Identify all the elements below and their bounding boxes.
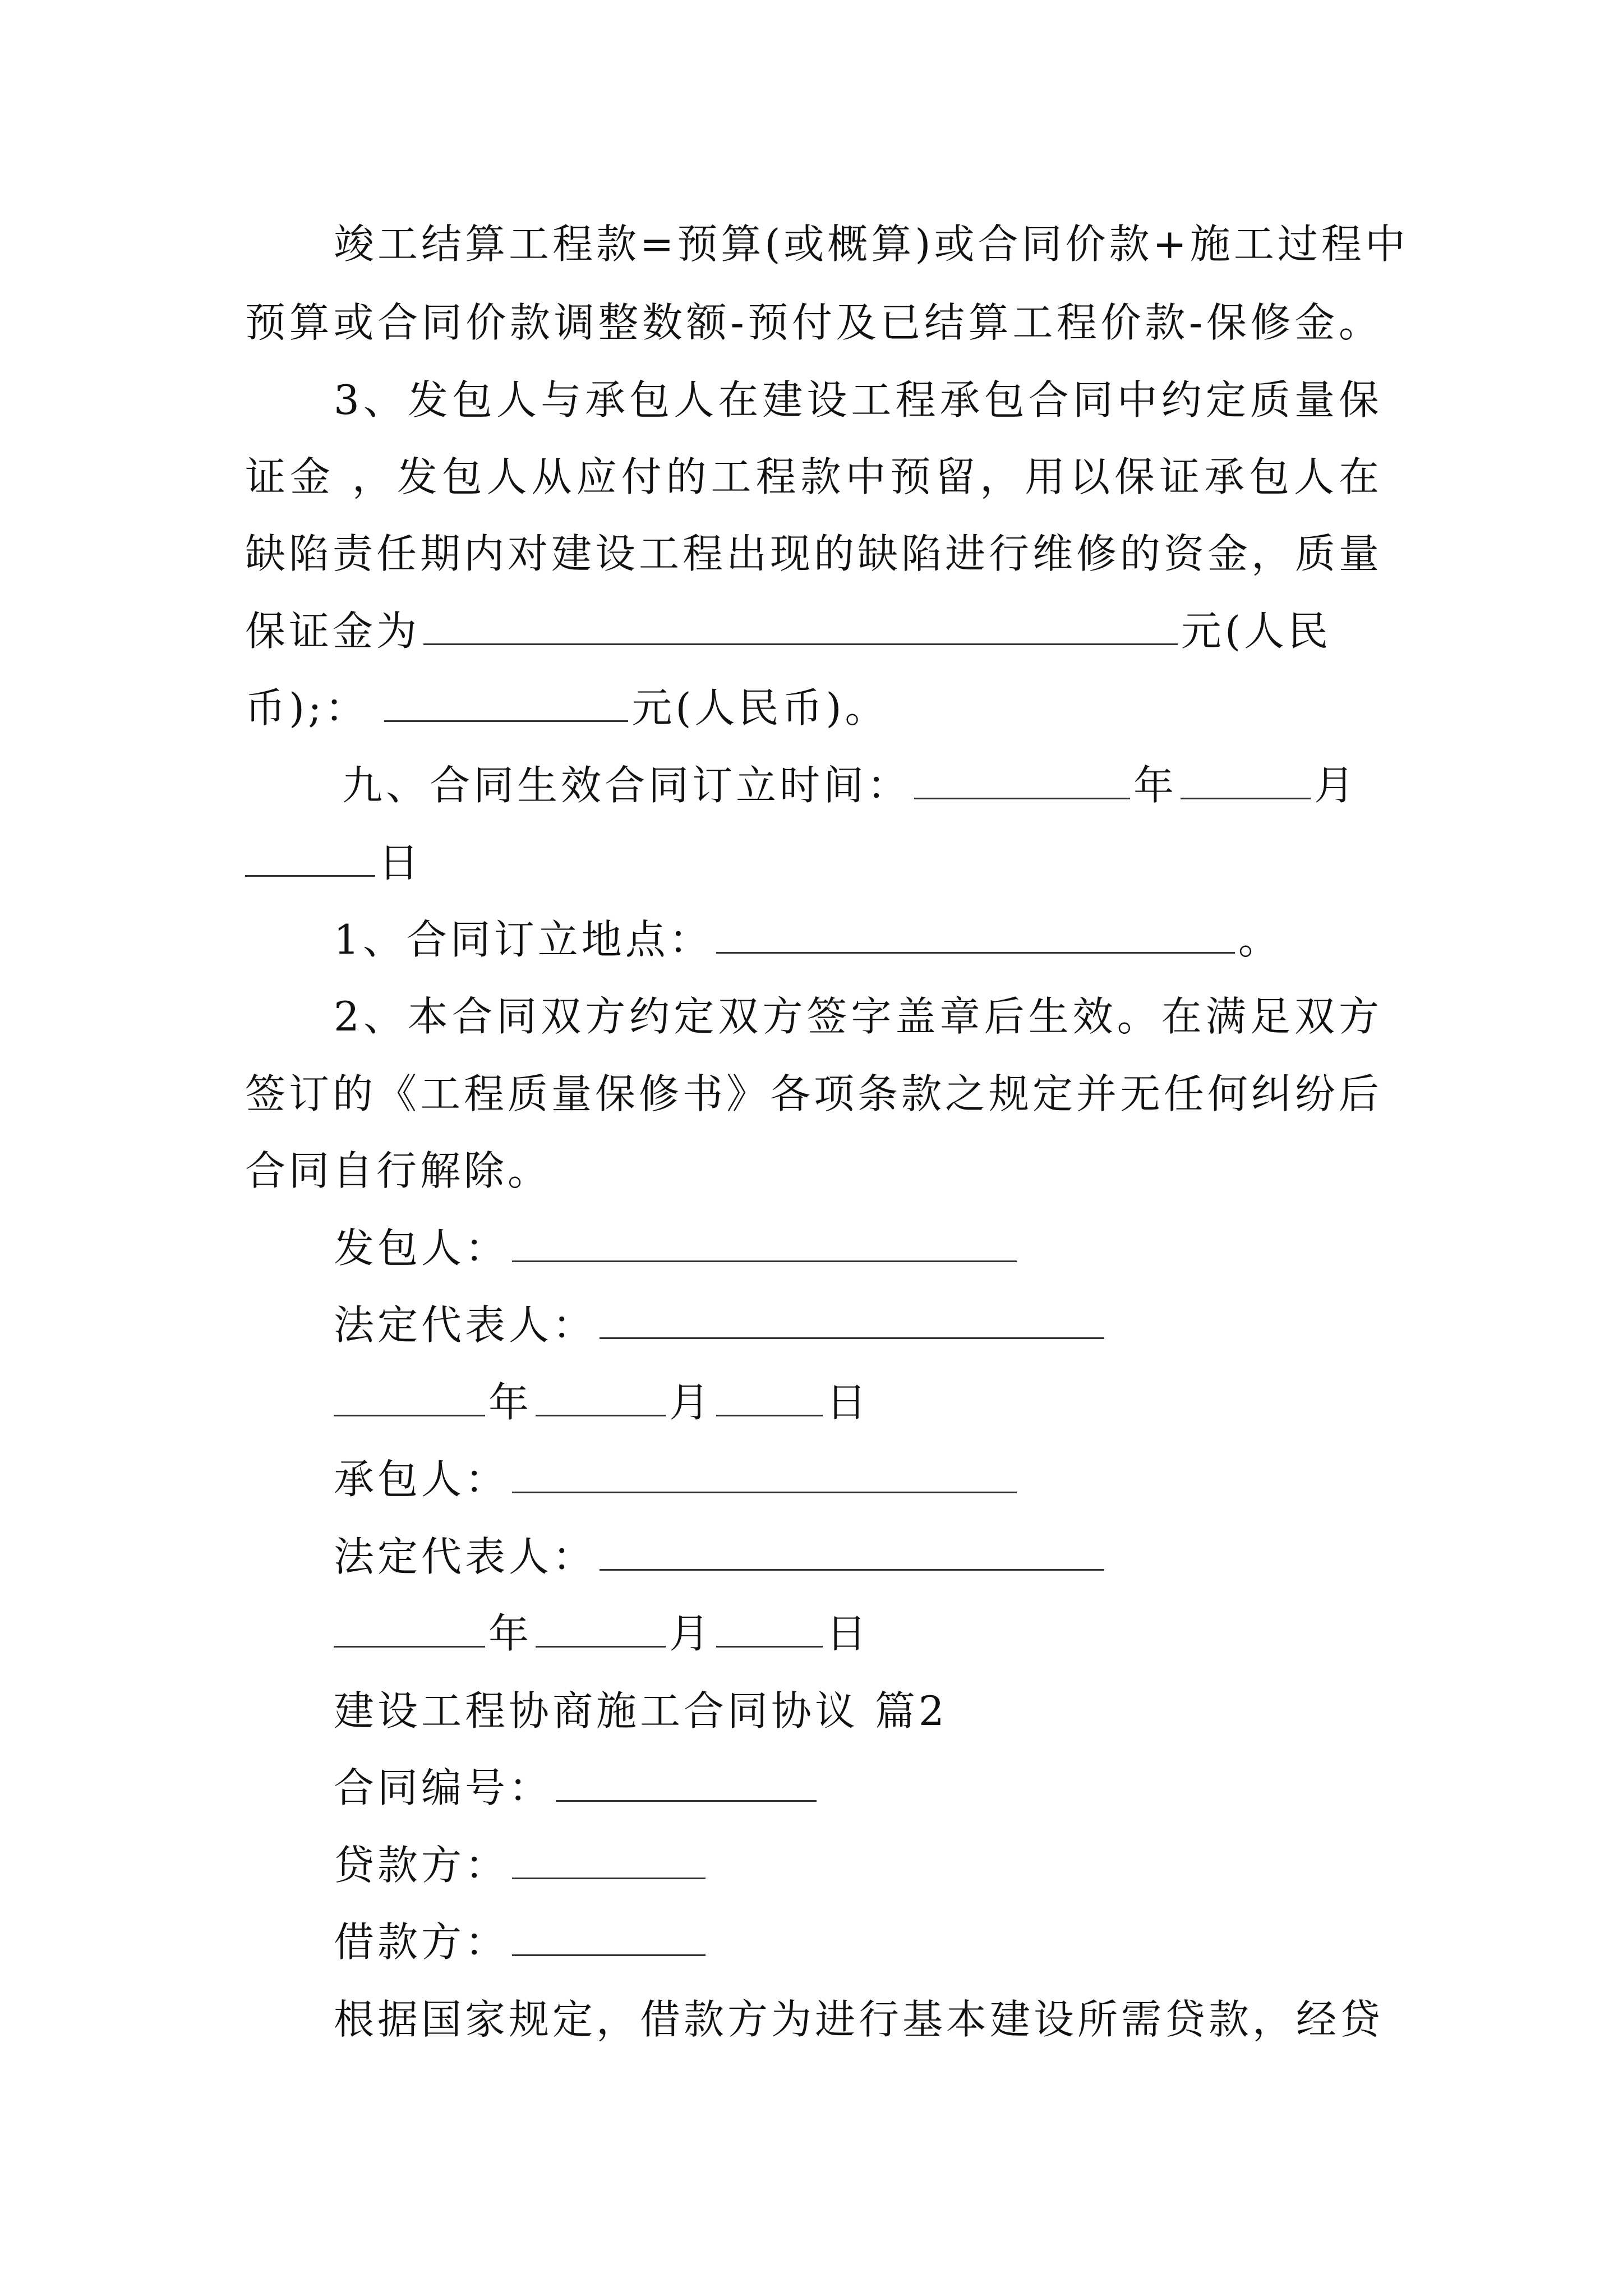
currency-label-2: 元(人民币)。	[631, 684, 889, 731]
month-blank	[536, 1378, 666, 1416]
year-label: 年	[488, 1610, 533, 1657]
month-label: 月	[1314, 762, 1358, 809]
paragraph-line: 缺陷责任期内对建设工程出现的缺陷进行维修的资金，质量	[245, 530, 1383, 577]
day-blank	[716, 1378, 823, 1416]
lender-blank	[512, 1841, 706, 1879]
year-label: 年	[1133, 762, 1178, 809]
signing-place-line	[334, 912, 1282, 968]
date-line-1	[334, 1374, 870, 1430]
contractor-label: 承包人：	[334, 1456, 509, 1503]
date-line-2	[334, 1605, 870, 1662]
legal-rep-blank	[600, 1300, 1104, 1339]
contractor-signature-line	[334, 1451, 1020, 1507]
lender-line	[334, 1837, 709, 1893]
paragraph-line: 根据国家规定，借款方为进行基本建设所需贷款，经贷	[334, 1996, 1384, 2043]
month-blank	[536, 1609, 666, 1648]
section-title: 建设工程协商施工合同协议 篇2	[334, 1687, 948, 1734]
paragraph-line: 证金 ，发包人从应付的工程款中预留，用以保证承包人在	[245, 453, 1382, 500]
section-nine-day-line	[245, 835, 422, 891]
signing-place-label: 1、合同订立地点：	[334, 916, 713, 963]
legal-rep-blank	[600, 1532, 1104, 1571]
contract-number-blank	[556, 1763, 817, 1802]
deposit-amount-line-2	[245, 680, 889, 736]
section-nine-heading	[342, 757, 1358, 813]
employer-blank	[512, 1223, 1017, 1262]
day-blank	[716, 1609, 823, 1648]
legal-rep-line-2	[334, 1529, 1108, 1585]
period-mark: 。	[1238, 916, 1282, 963]
contract-number-line	[334, 1760, 820, 1816]
borrower-line	[334, 1914, 709, 1970]
year-blank	[334, 1378, 485, 1416]
deposit-amount-line	[245, 603, 1331, 659]
deposit-amount-blank	[423, 606, 1178, 645]
paragraph-line: 3、发包人与承包人在建设工程承包合同中约定质量保	[334, 376, 1382, 424]
employer-label: 发包人：	[334, 1225, 509, 1272]
amount-blank	[384, 683, 628, 722]
day-label: 日	[379, 839, 423, 886]
contractor-blank	[512, 1455, 1017, 1493]
currency-cont-label: 币);：	[245, 684, 369, 731]
month-label: 月	[669, 1610, 713, 1657]
legal-rep-label: 法定代表人：	[334, 1301, 597, 1349]
paragraph-line: 签订的《工程质量保修书》各项条款之规定并无任何纠纷后	[245, 1070, 1383, 1117]
borrower-label: 借款方：	[334, 1918, 509, 1966]
effective-date-label: 九、合同生效合同订立时间：	[342, 762, 911, 809]
year-blank	[334, 1609, 485, 1648]
year-label: 年	[488, 1379, 533, 1426]
legal-rep-line-1	[334, 1297, 1108, 1353]
month-blank	[1181, 761, 1311, 799]
month-label: 月	[669, 1379, 713, 1426]
legal-rep-label: 法定代表人：	[334, 1533, 597, 1580]
currency-label: 元(人民	[1181, 608, 1332, 655]
paragraph-line: 预算或合同价款调整数额-预付及已结算工程价款-保修金。	[245, 299, 1382, 346]
paragraph-line: 竣工结算工程款=预算(或概算)或合同价款+施工过程中	[334, 220, 1409, 268]
contract-number-label: 合同编号：	[334, 1764, 553, 1811]
lender-label: 贷款方：	[334, 1842, 509, 1889]
signing-place-blank	[716, 915, 1235, 954]
day-blank	[245, 838, 375, 877]
year-blank	[914, 761, 1130, 799]
paragraph-line: 2、本合同双方约定双方签字盖章后生效。在满足双方	[334, 993, 1382, 1040]
day-label: 日	[826, 1379, 870, 1426]
deposit-label: 保证金为	[245, 608, 421, 655]
borrower-blank	[512, 1917, 706, 1956]
paragraph-line: 合同自行解除。	[245, 1147, 552, 1194]
day-label: 日	[826, 1610, 870, 1657]
employer-signature-line	[334, 1220, 1020, 1276]
